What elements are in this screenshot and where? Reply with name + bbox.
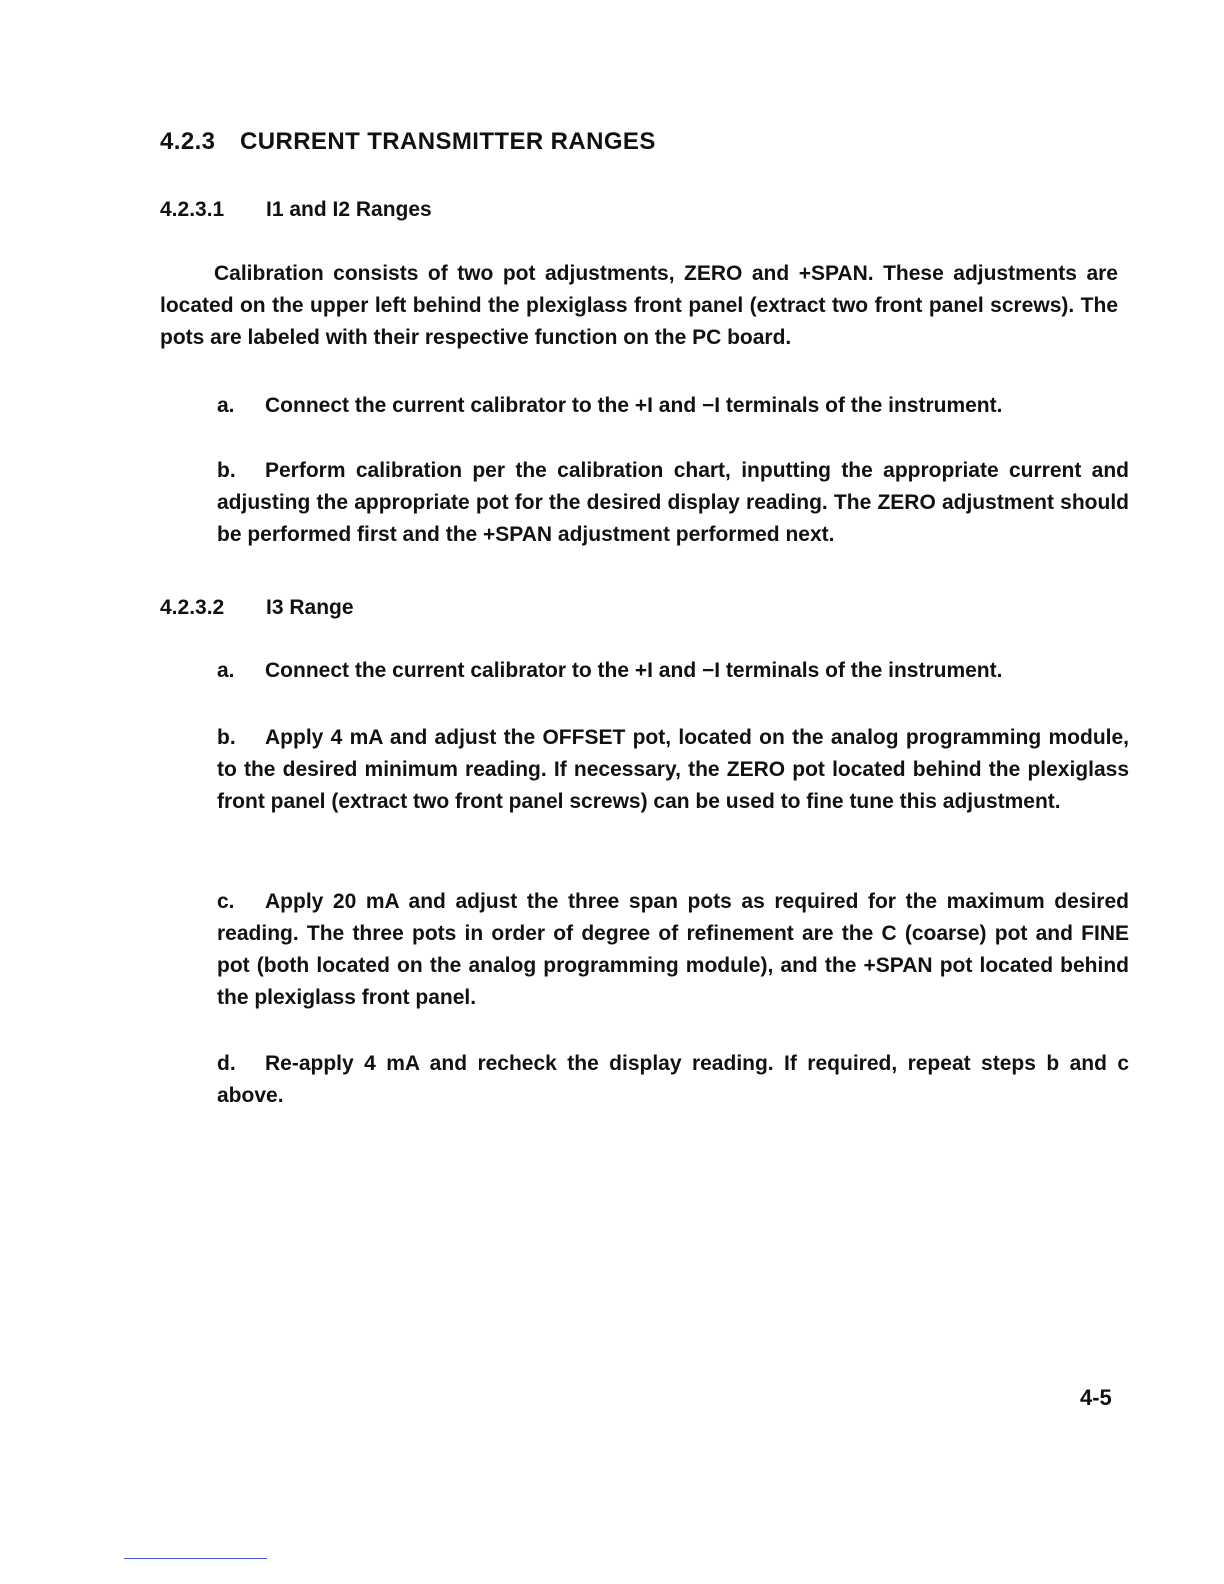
- step-2d: [217, 1048, 1129, 1112]
- subsection-title-2: I3 Range: [266, 596, 354, 619]
- step-text: Connect the current calibrator to the +I and −I terminals of the instrument.: [265, 394, 1003, 417]
- section-number: 4.2.3: [160, 128, 216, 155]
- step-text: Apply 20 mA and adjust the three span pots as required for the maximum desired reading. The three pots in order of degree of refinement are the C (coarse) pot and FINE pot (both located on the analog programming module), and the +SPAN pot located behind the plexiglass front panel.: [217, 890, 1129, 1009]
- page-number: 4-5: [1080, 1385, 1112, 1410]
- step-letter: a.: [217, 659, 235, 682]
- step-text: Re-apply 4 mA and recheck the display reading. If required, repeat steps b and c above.: [217, 1052, 1129, 1107]
- subsection-title-1: I1 and I2 Ranges: [266, 198, 432, 221]
- step-letter: b.: [217, 726, 236, 749]
- step-1b: [217, 455, 1129, 551]
- section-title: CURRENT TRANSMITTER RANGES: [240, 128, 656, 155]
- subsection-number-1: 4.2.3.1: [160, 198, 225, 221]
- intro-paragraph: Calibration consists of two pot adjustments, ZERO and +SPAN. These adjustments are located on the upper left behind the plexiglass front panel (extract two front panel screws). The pots are labeled with their respective function on the PC board.: [160, 262, 1118, 349]
- step-2a: [217, 655, 1129, 687]
- subsection-heading-1: [160, 198, 432, 222]
- step-text: Connect the current calibrator to the +I and −I terminals of the instrument.: [265, 659, 1003, 682]
- step-letter: c.: [217, 890, 235, 913]
- step-2c: [217, 886, 1129, 1014]
- step-text: Perform calibration per the calibration chart, inputting the appropriate current and adjusting the appropriate pot for the desired display reading. The ZERO adjustment should be performed first and the +SPAN adjustment performed next.: [217, 459, 1129, 546]
- step-2b: [217, 722, 1129, 818]
- step-letter: b.: [217, 459, 236, 482]
- step-letter: d.: [217, 1052, 236, 1075]
- section-heading: [160, 128, 656, 156]
- subsection-heading-2: [160, 596, 354, 620]
- footer-rule: [124, 1558, 267, 1559]
- step-letter: a.: [217, 394, 235, 417]
- step-text: Apply 4 mA and adjust the OFFSET pot, located on the analog programming module, to the desired minimum reading. If necessary, the ZERO pot located behind the plexiglass front panel (extract two front panel screws) can be used to fine tune this adjustment.: [217, 726, 1129, 813]
- subsection-number-2: 4.2.3.2: [160, 596, 225, 619]
- step-1a: [217, 390, 1129, 422]
